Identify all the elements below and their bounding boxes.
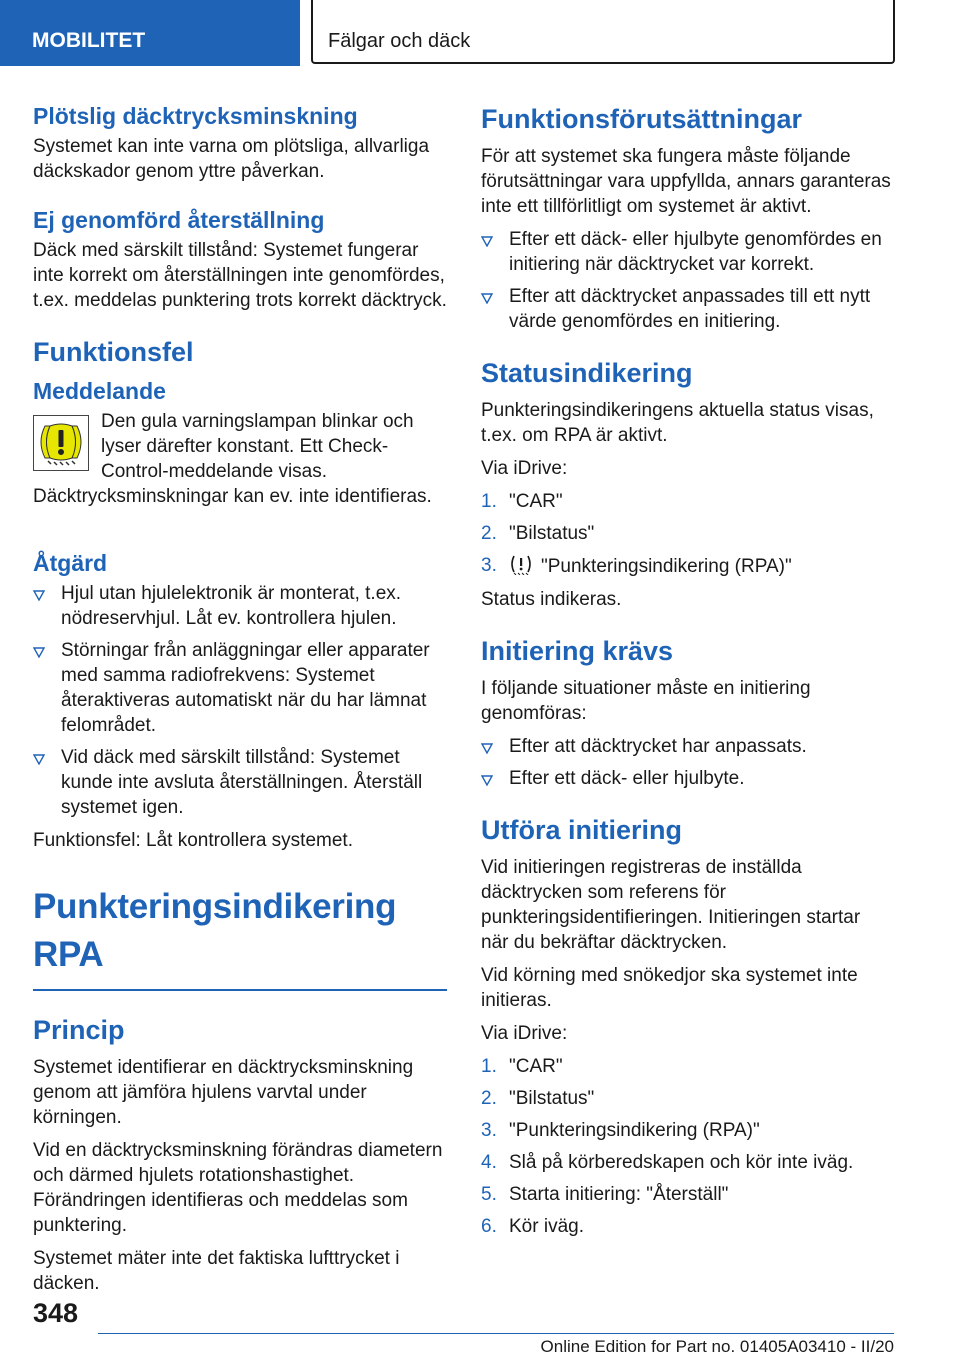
heading-sudden-pressure-loss: Plötslig däcktrycksminskning bbox=[33, 103, 358, 129]
heading-init-required: Initiering krävs bbox=[481, 636, 674, 666]
triangle-bullet-icon bbox=[481, 292, 493, 304]
action-list bbox=[33, 581, 447, 820]
triangle-bullet-icon bbox=[33, 646, 45, 658]
heading-status: Statusindikering bbox=[481, 358, 693, 388]
paragraph: Vid körning med snökedjor ska systemet inte initieras. bbox=[481, 965, 858, 1011]
triangle-bullet-icon bbox=[33, 753, 45, 765]
list-item: Vid däck med särskilt tillstånd: Systemet kunde inte avsluta återställningen. Återställ systemet igen. bbox=[33, 745, 447, 820]
heading-action: Åtgärd bbox=[33, 550, 108, 576]
section-tab: MOBILITET bbox=[0, 0, 300, 66]
tire-pressure-icon bbox=[509, 553, 533, 575]
heading-malfunction: Funktionsfel bbox=[33, 337, 194, 367]
list-item: 2. "Bilstatus" bbox=[481, 1088, 595, 1109]
paragraph: Systemet kan inte varna om plötsliga, allvarliga däckskador genom yttre påverkan. bbox=[33, 136, 430, 182]
list-item: Hjul utan hjulelektronik är monterat, t.ex. nödreservhjul. Låt ev. kontrollera hjulen. bbox=[33, 581, 447, 631]
page-number: 348 bbox=[33, 1298, 79, 1328]
list-item: 4. Slå på körberedskapen och kör inte iväg. bbox=[481, 1152, 854, 1173]
page-header bbox=[0, 0, 960, 66]
list-item: Efter att däcktrycket har anpassats. bbox=[481, 734, 891, 759]
list-item: Efter ett däck- eller hjulbyte. bbox=[481, 766, 891, 791]
triangle-bullet-icon bbox=[481, 235, 493, 247]
heading-perform-init: Utföra initiering bbox=[481, 815, 682, 845]
paragraph: Systemet identifierar en däcktrycksminskning genom att jämföra hjulens varvtal under körningen. bbox=[33, 1057, 414, 1128]
paragraph: Systemet mäter inte det faktiska lufttrycket i däcken. bbox=[33, 1248, 400, 1294]
heading-principle: Princip bbox=[33, 1015, 125, 1045]
edition-note: Online Edition for Part no. 01405A03410 - II/20 bbox=[540, 1337, 894, 1356]
list-item: Störningar från anläggningar eller apparater med samma radiofrekvens: Systemet återaktiveras automatiskt när du har lämnat felområdet. bbox=[33, 638, 447, 738]
triangle-bullet-icon bbox=[481, 742, 493, 754]
list-item: 5. Starta initiering: "Återställ" bbox=[481, 1184, 729, 1205]
chapter-title: Fälgar och däck bbox=[311, 0, 895, 64]
paragraph: Vid en däcktrycksminskning förändras diametern och därmed hjulets rotationshastighet. Förändringen identifieras och meddelas som punktering. bbox=[33, 1140, 443, 1236]
triangle-bullet-icon bbox=[481, 774, 493, 786]
chapter-heading-wrap bbox=[33, 883, 447, 991]
paragraph: Punkteringsindikeringens aktuella status visas, t.ex. om RPA är aktivt. bbox=[481, 400, 874, 446]
paragraph: Däck med särskilt tillstånd: Systemet fungerar inte korrekt om återställningen inte genomfördes, t.ex. meddelas punktering trots korrekt däcktryck. bbox=[33, 240, 447, 311]
heading-message: Meddelande bbox=[33, 378, 166, 404]
footer-divider bbox=[98, 1333, 894, 1334]
list-item: Efter att däcktrycket anpassades till ett nytt värde genomfördes en initiering. bbox=[481, 284, 891, 334]
list-item: 6. Kör iväg. bbox=[481, 1216, 584, 1237]
warning-message-block bbox=[33, 409, 447, 509]
tire-pressure-warning-icon bbox=[33, 415, 89, 471]
paragraph: För att systemet ska fungera måste följande förutsättningar vara uppfyllda, annars garanteras inte ett tillförlitligt om systemet är aktivt. bbox=[481, 146, 891, 217]
list-item: 1. "CAR" bbox=[481, 1056, 563, 1077]
paragraph: Status indikeras. bbox=[481, 589, 622, 610]
init-steps bbox=[481, 1054, 891, 1239]
paragraph: Via iDrive: bbox=[481, 1023, 568, 1044]
right-column bbox=[481, 102, 891, 1247]
paragraph: Den gula varningslampan blinkar och lyser därefter konstant. Ett Check-Control-meddelande visas. Däcktrycksminskningar kan ev. inte identifieras. bbox=[33, 411, 432, 507]
list-item: 3. "Punkteringsindikering (RPA)" bbox=[481, 1120, 760, 1141]
heading-reset-not-done: Ej genomförd återställning bbox=[33, 207, 325, 233]
list-item: 2. "Bilstatus" bbox=[481, 523, 595, 544]
status-steps bbox=[481, 489, 891, 579]
init-required-list bbox=[481, 734, 891, 791]
left-column bbox=[33, 102, 447, 1304]
list-item: Efter ett däck- eller hjulbyte genomfördes en initiering när däcktrycket var korrekt. bbox=[481, 227, 891, 277]
heading-rpa: Punkteringsindikering RPA bbox=[33, 887, 397, 974]
paragraph: Via iDrive: bbox=[481, 458, 568, 479]
paragraph: I följande situationer måste en initiering genomföras: bbox=[481, 678, 811, 724]
triangle-bullet-icon bbox=[33, 589, 45, 601]
heading-prerequisites: Funktionsförutsättningar bbox=[481, 104, 802, 134]
paragraph: Funktionsfel: Låt kontrollera systemet. bbox=[33, 830, 353, 851]
prerequisites-list bbox=[481, 227, 891, 334]
list-item: 1. "CAR" bbox=[481, 491, 563, 512]
list-item: 3. "Punkteringsindikering (RPA)" bbox=[481, 555, 792, 577]
paragraph: Vid initieringen registreras de inställda däcktrycken som referens för punkteringsidentifieringen. Initieringen startar när du bekräftar däcktrycken. bbox=[481, 857, 861, 953]
